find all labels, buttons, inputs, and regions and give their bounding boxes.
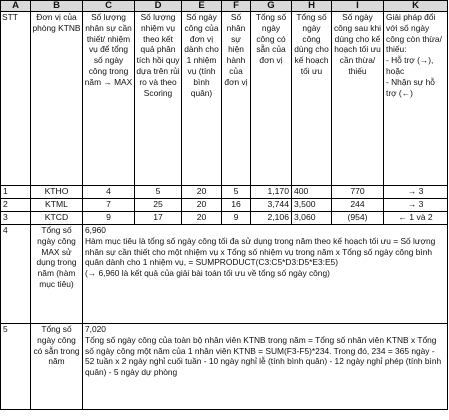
table-row [1, 212, 448, 225]
note-label[interactable]: Tổng số ngày công MAX sử dụng trong năm (hàm mục tiêu) [31, 225, 83, 324]
header-stt[interactable]: STT [1, 12, 31, 186]
column-letter[interactable]: A [1, 1, 31, 12]
column-letter[interactable]: B [31, 1, 83, 12]
cell-tasks[interactable]: 17 [135, 212, 182, 225]
header-unit[interactable]: Đơn vị của phòng KTNB [31, 12, 83, 186]
column-letter[interactable]: E [182, 1, 222, 12]
cell-remaining-days[interactable]: 770 [332, 186, 384, 199]
cell-remaining-days[interactable]: 244 [332, 199, 384, 212]
header-used-days[interactable]: Tổng số ngày công dùng cho kế hoạch tối ưu [292, 12, 332, 186]
cell-days-per-task[interactable]: 20 [182, 212, 222, 225]
note-description-cell[interactable] [83, 225, 448, 324]
cell-used-days[interactable]: 3,060 [292, 212, 332, 225]
column-letter[interactable]: I [332, 1, 384, 12]
header-current-staff[interactable]: Số nhân sự hiện hành của đơn vị [222, 12, 251, 186]
cell-unit[interactable]: KTCD [31, 212, 83, 225]
column-letter[interactable]: D [135, 1, 182, 12]
note-description-cell[interactable] [83, 324, 448, 410]
table-row [1, 199, 448, 212]
cell-days-per-task[interactable]: 20 [182, 186, 222, 199]
cell-stt[interactable]: 4 [1, 225, 31, 324]
cell-stt[interactable]: 3 [1, 212, 31, 225]
note-row-available [1, 324, 448, 410]
cell-unit[interactable]: KTML [31, 199, 83, 212]
cell-tasks[interactable]: 5 [135, 186, 182, 199]
cell-days-per-task[interactable]: 20 [182, 199, 222, 212]
cell-needed-staff[interactable]: 7 [83, 199, 135, 212]
cell-solution[interactable]: → 3 [384, 186, 448, 199]
header-remaining-days[interactable]: Số ngày công sau khi dùng cho kế hoạch tối ưu cần thừa/ thiếu [332, 12, 384, 186]
note-value: 6,960 [85, 225, 106, 235]
cell-unit[interactable]: KTHO [31, 186, 83, 199]
note-label[interactable]: Tổng số ngày công có sẵn trong năm [31, 324, 83, 410]
cell-used-days[interactable]: 3,500 [292, 199, 332, 212]
cell-used-days[interactable]: 400 [292, 186, 332, 199]
cell-needed-staff[interactable]: 4 [83, 186, 135, 199]
cell-current-staff[interactable]: 5 [222, 186, 251, 199]
header-tasks[interactable]: Số lượng nhiệm vụ theo kết quả phân tích hồi quy dựa trên rủi ro và theo Scoring [135, 12, 182, 186]
cell-available-days[interactable]: 3,744 [251, 199, 292, 212]
cell-current-staff[interactable]: 9 [222, 212, 251, 225]
cell-needed-staff[interactable]: 9 [83, 212, 135, 225]
header-row [1, 12, 448, 186]
header-solution[interactable]: Giải pháp đổi với số ngày công còn thừa/ thiếu: - Hỗ trợ (→), hoặc - Nhận sự hỗ trợ (←) [384, 12, 448, 186]
column-letter[interactable]: C [83, 1, 135, 12]
header-days-per-task[interactable]: Số ngày công của đơn vị dành cho 1 nhiệm vụ (tính bình quân) [182, 12, 222, 186]
table-row [1, 186, 448, 199]
cell-tasks[interactable]: 25 [135, 199, 182, 212]
column-letters-row [1, 1, 448, 12]
cell-current-staff[interactable]: 16 [222, 199, 251, 212]
cell-stt[interactable]: 2 [1, 199, 31, 212]
cell-solution[interactable]: ← 1 và 2 [384, 212, 448, 225]
note-description: Tổng số ngày công của toàn bộ nhân viên KTNB trong năm = Tổng số nhân viên KTNB x Tổng số ngày công một năm của 1 nhân viên KTNB = SUM(F3-F5)*234. Trong đó, 234 = 365 ngày - 52 tuần x 2 ngày nghỉ cuối tuần - 10 ngày nghỉ lễ (tính bình quân) - 12 ngày nghỉ phép (tính bình quân) - 5 ngày dự phòng [85, 334, 442, 378]
column-letter[interactable]: F [222, 1, 251, 12]
cell-available-days[interactable]: 1,170 [251, 186, 292, 199]
cell-remaining-days[interactable]: (954) [332, 212, 384, 225]
header-available-days[interactable]: Tổng số ngày công có sẵn của đơn vị [251, 12, 292, 186]
column-letter[interactable]: K [384, 1, 448, 12]
note-row-objective [1, 225, 448, 324]
cell-available-days[interactable]: 2,106 [251, 212, 292, 225]
column-letter[interactable]: G [251, 1, 292, 12]
note-value: 7,020 [85, 324, 106, 334]
cell-stt[interactable]: 1 [1, 186, 31, 199]
column-letter[interactable]: H [292, 1, 332, 12]
cell-solution[interactable]: → 3 [384, 199, 448, 212]
cell-stt[interactable]: 5 [1, 324, 31, 410]
header-needed-staff[interactable]: Số lượng nhân sự cần thiết/ nhiệm vụ để tổng số ngày công trong năm → MAX [83, 12, 135, 186]
note-description: Hàm mục tiêu là tổng số ngày công tối đa sử dụng trong năm theo kế hoạch tối ưu = Số lượng nhân sự cần thiết cho một nhiệm vụ x Tổng số nhiệm vụ trong năm x Tổng số ngày công bình quân dành cho 1 nhiệm vụ, = SUMPRODUCT(C3:C5*D3:D5*E3:E5) (→ 6,960 là kết quả của giải bài toán tối ưu về tổng số ngày công) [85, 235, 436, 279]
